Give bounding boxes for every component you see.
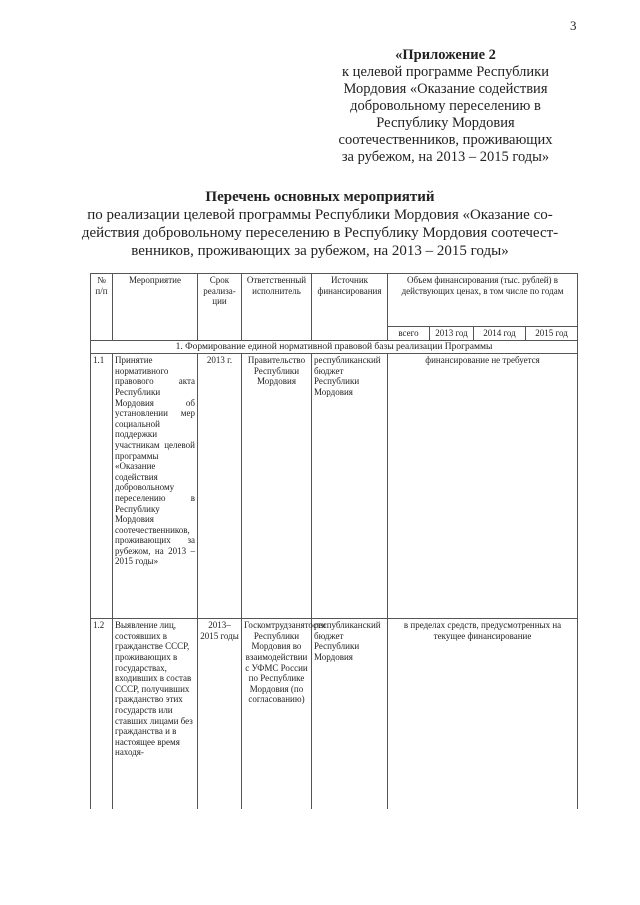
row-funding: финансирование не требуется — [388, 354, 578, 619]
row-executor: Госкомтрудзанятости Республики Мордовия во взаимодействии с УФМС России по Республике Мордовия (по согласованию) — [242, 619, 312, 809]
col-header-event: Мероприятие — [113, 274, 198, 341]
appendix-title: «Приложение 2 — [395, 47, 496, 63]
heading-subtitle-line: действия добровольному переселению в Республику Мордовия соотечест- — [81, 225, 559, 241]
appendix-line: за рубежом, на 2013 – 2015 годы» — [341, 149, 550, 165]
row-term: 2013–2015 годы — [198, 619, 242, 809]
section-row — [91, 340, 578, 354]
table-row — [91, 619, 578, 809]
appendix-header — [318, 47, 573, 166]
document-heading — [70, 188, 570, 260]
events-table — [90, 273, 578, 809]
row-source: республиканский бюджет Республики Мордовия — [312, 354, 388, 619]
row-source: республиканский бюджет Республики Мордовия — [312, 619, 388, 809]
row-num: 1.1 — [91, 354, 113, 619]
col-header-source: Источник финансирования — [312, 274, 388, 341]
col-header-2014: 2014 год — [474, 327, 526, 341]
heading-subtitle-line: по реализации целевой программы Республики Мордовия «Оказание со- — [87, 207, 553, 223]
col-header-funding: Объем финансирования (тыс. рублей) в действующих ценах, в том числе по годам — [388, 274, 578, 327]
row-num: 1.2 — [91, 619, 113, 809]
table-row — [91, 354, 578, 619]
col-header-num: № п/п — [91, 274, 113, 341]
col-header-executor: Ответственный исполнитель — [242, 274, 312, 341]
appendix-line: Республику Мордовия — [376, 115, 515, 131]
heading-subtitle-line: венников, проживающих за рубежом, на 2013 – 2015 годы» — [131, 243, 509, 259]
row-funding: в пределах средств, предусмотренных на текущее финансирование — [388, 619, 578, 809]
table-header-row — [91, 274, 578, 327]
appendix-line: к целевой программе Республики — [342, 64, 549, 80]
row-event: Выявление лиц, состоявших в гражданстве СССР, проживающих в государствах, входивших в состав СССР, получивших гражданство этих государств или ставших лицами без гражданства и в настоящее время находя- — [113, 619, 198, 809]
appendix-line: добровольному переселению в — [350, 98, 541, 114]
col-header-term: Срок реализа-ции — [198, 274, 242, 341]
col-header-2013: 2013 год — [430, 327, 474, 341]
col-header-total: всего — [388, 327, 430, 341]
row-executor: Правительство Республики Мордовия — [242, 354, 312, 619]
appendix-line: соотечественников, проживающих — [338, 132, 553, 148]
heading-title: Перечень основных мероприятий — [205, 189, 435, 205]
section-title: 1. Формирование единой нормативной правовой базы реализации Программы — [91, 340, 578, 354]
appendix-line: Мордовия «Оказание содействия — [343, 81, 548, 97]
row-event: Принятие нормативного правового акта Республики Мордовия об установлении мер социальной поддержки участникам целевой программы «Оказание содействия добровольному переселению в Республику Мордовия соотечественников, проживающих за рубежом, на 2013 – 2015 годы» — [113, 354, 198, 619]
page-number: 3 — [570, 18, 577, 33]
col-header-2015: 2015 год — [526, 327, 578, 341]
row-term: 2013 г. — [198, 354, 242, 619]
